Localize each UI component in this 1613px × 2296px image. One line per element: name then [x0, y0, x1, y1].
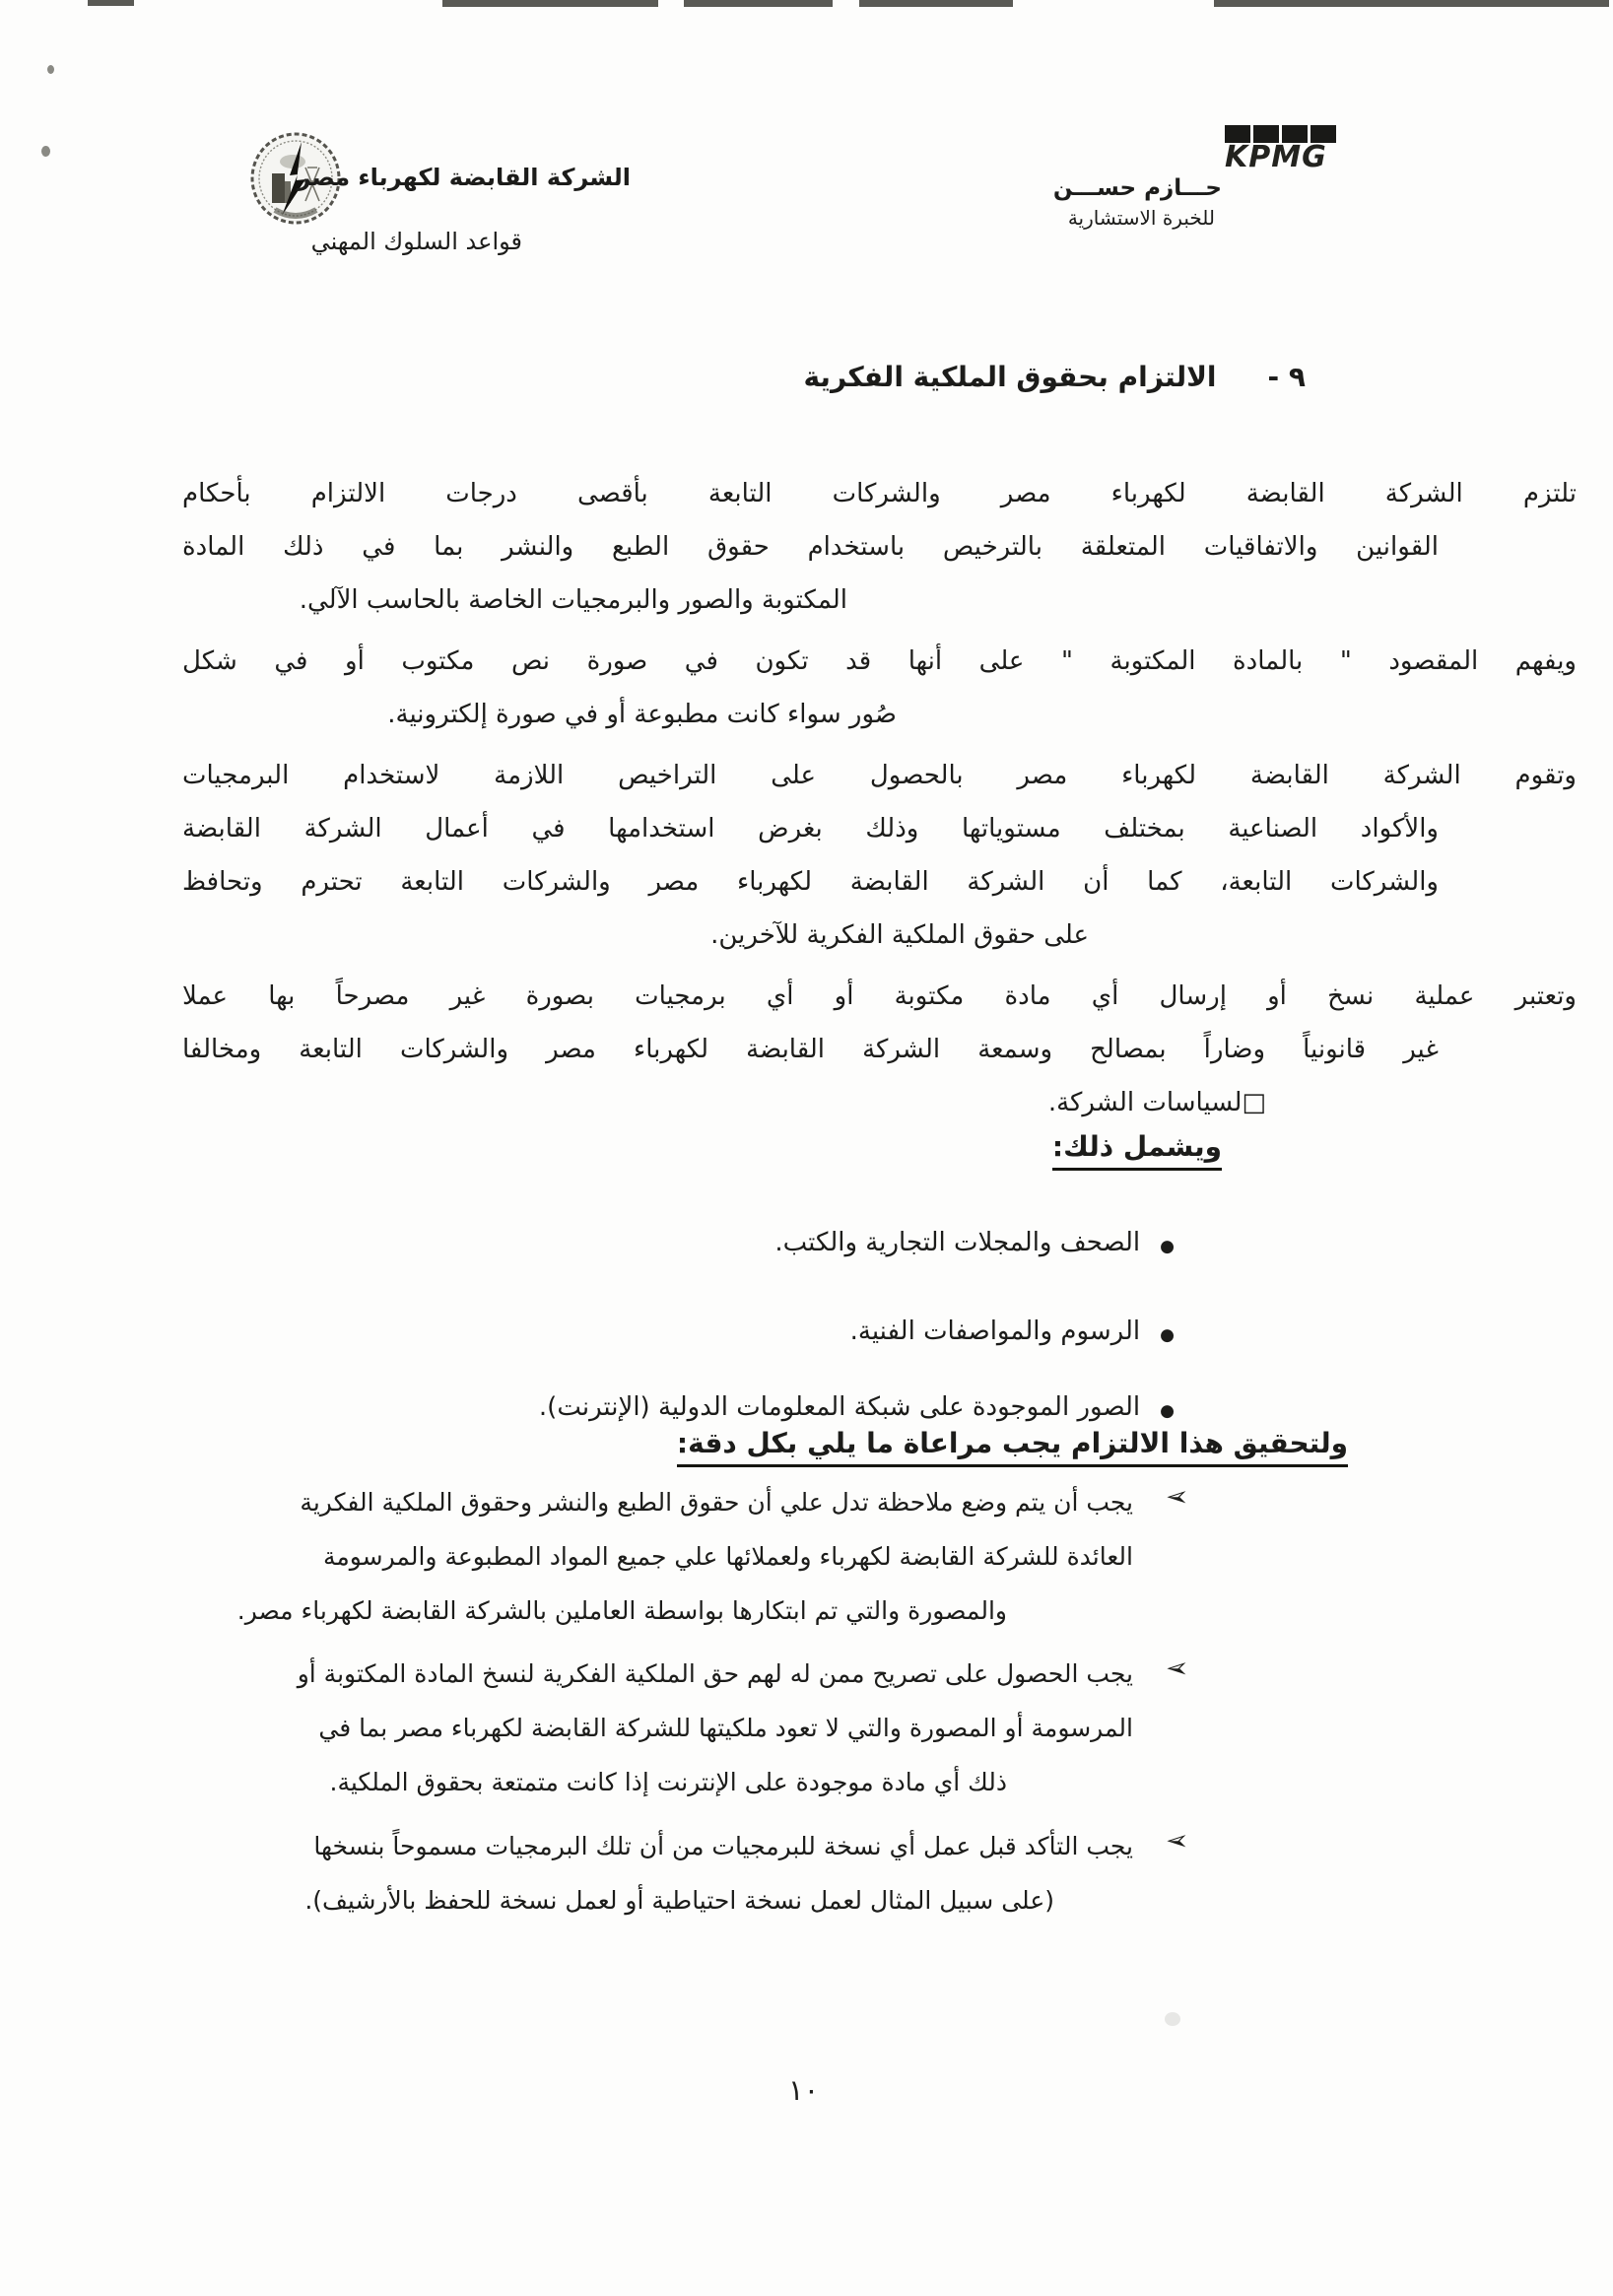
- page-number: ١٠: [788, 2073, 820, 2107]
- list-item: [774, 1228, 1175, 1265]
- requirement-item: [232, 1475, 1188, 1638]
- arrow-bullet-icon: ➢: [1165, 1652, 1188, 1684]
- requirement-item: [232, 1819, 1188, 1927]
- list-item-text: الصور الموجودة على شبكة المعلومات الدولية (الإنترنت).: [538, 1392, 1141, 1422]
- includes-heading: ويشمل ذلك:: [1052, 1130, 1222, 1171]
- requirement-item: [232, 1647, 1188, 1809]
- arrow-bullet-icon: ➢: [1165, 1480, 1188, 1513]
- body-paragraph: وتعتبر عملية نسخ أو إرسال أي مادة مكتوبة أو أي برمجيات بصورة غير مصرحاً بها عملا غير قانونياً وضاراً بمصالح وسمعة الشركة القابضة لكهرباء مصر والشركات التابعة ومخالفا □لسياسات الشركة.: [182, 981, 1577, 1117]
- body-paragraph: وتقوم الشركة القابضة لكهرباء مصر بالحصول على التراخيص اللازمة لاستخدام البرمجيات والأكواد الصناعية بمختلف مستوياتها وذلك بغرض استخدامها في أعمال الشركة القابضة والشركات التابعة، كما أن الشركة القابضة لكهرباء مصر والشركات التابعة تحترم وتحافظ على حقوق الملكية الفكرية للآخرين.: [182, 761, 1577, 950]
- kpmg-logo: [1225, 125, 1343, 174]
- list-item-text: الرسوم والمواصفات الفنية.: [849, 1317, 1141, 1346]
- section-title: الالتزام بحقوق الملكية الفكرية: [803, 361, 1217, 393]
- body-paragraph: ويفهم المقصود " بالمادة المكتوبة " على أنها قد تكون في صورة نص مكتوب أو في شكل صُور سواء كانت مطبوعة أو في صورة إلكترونية.: [182, 646, 1577, 729]
- body-text: [182, 467, 1577, 1137]
- requirement-text: يجب الحصول على تصريح ممن له لهم حق الملكية الفكرية لنسخ المادة المكتوبة أو المرسومة أو المصورة والتي لا تعود ملكيتها للشركة القابضة لكهرباء مصر بما في ذلك أي مادة موجودة على الإنترنت إذا كانت متمتعة بحقوق الملكية.: [297, 1659, 1133, 1796]
- scan-artifact: [88, 0, 134, 6]
- list-item: [850, 1317, 1175, 1354]
- arrow-bullet-icon: ➢: [1165, 1824, 1188, 1857]
- bullet-dot-icon: ●: [1160, 1325, 1175, 1345]
- scan-artifact: [1214, 0, 1609, 7]
- scan-artifact: [658, 0, 684, 7]
- scan-speck: [41, 146, 50, 157]
- bullet-dot-icon: ●: [1160, 1401, 1175, 1421]
- scan-artifact: [442, 0, 1013, 7]
- requirement-text: يجب التأكد قبل عمل أي نسخة للبرمجيات من أن تلك البرمجيات مسموحاً بنسخها (على سبيل المثال لعمل نسخة احتياطية أو لعمل نسخة للحفظ بالأرشيف).: [304, 1832, 1133, 1915]
- consultant-tagline: للخبرة الاستشارية: [1067, 206, 1215, 230]
- bullet-dot-icon: ●: [1160, 1237, 1175, 1256]
- section-title-row: [803, 361, 1306, 393]
- section-number: ٩ -: [1267, 361, 1306, 393]
- list-item: [539, 1392, 1175, 1430]
- scan-artifact: [833, 0, 859, 7]
- requirement-text: يجب أن يتم وضع ملاحظة تدل علي أن حقوق الطبع والنشر وحقوق الملكية الفكرية العائدة للشركة القابضة لكهرباء ولعملائها علي جميع المواد المطبوعة والمرسومة والمصورة والتي تم ابتكارها بواسطة العاملين بالشركة القابضة لكهرباء مصر.: [236, 1488, 1133, 1625]
- body-paragraph: تلتزم الشركة القابضة لكهرباء مصر والشركات التابعة بأقصى درجات الالتزام بأحكام القوانين والاتفاقيات المتعلقة بالترخيص باستخدام حقوق الطبع والنشر بما في ذلك المادة المكتوبة والصور والبرمجيات الخاصة بالحاسب الآلي.: [182, 479, 1577, 615]
- requirements-heading: ولتحقيق هذا الالتزام يجب مراعاة ما يلي بكل دقة:: [677, 1427, 1348, 1467]
- list-item-text: الصحف والمجلات التجارية والكتب.: [774, 1228, 1141, 1257]
- consultant-name: حـــازم حســـن: [1052, 175, 1222, 201]
- scan-speck: [47, 65, 54, 74]
- kpmg-wordmark: KPMG: [1225, 140, 1327, 174]
- company-name: الشركة القابضة لكهرباء مصر: [297, 164, 631, 191]
- scan-smudge: [1165, 2012, 1180, 2026]
- document-type: قواعد السلوك المهني: [310, 228, 522, 255]
